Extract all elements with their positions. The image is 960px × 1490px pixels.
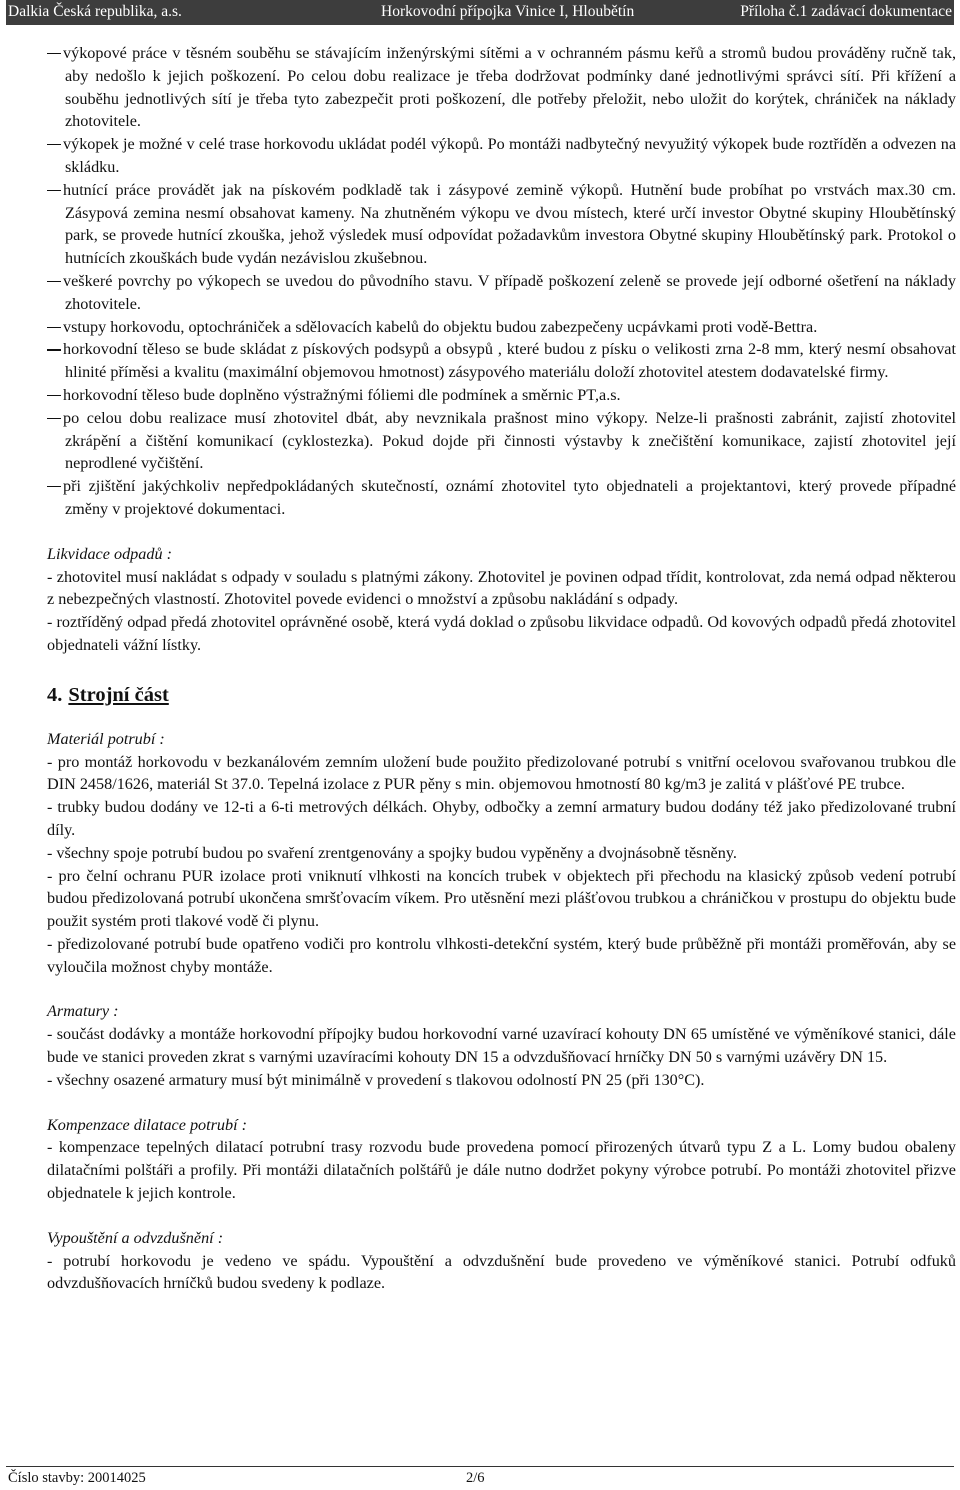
- fittings-line: - všechny osazené armatury musí být minimálně v provedení s tlakovou odolností PN 25 (při 130°C).: [47, 1070, 705, 1089]
- material-section: [47, 728, 956, 979]
- venting-section: [47, 1227, 956, 1295]
- fittings-section: [47, 1000, 956, 1091]
- material-line: - předizolované potrubí bude opatřeno vodiči pro kontrolu vlhkosti-detekční systém, který bude průběžně při montáži proměřován, aby se vyloučila možnost chyby montáže.: [47, 934, 956, 976]
- page-header: [6, 0, 954, 25]
- list-item: při zjištění jakýchkoliv nepředpokládaných skutečností, oznámí zhotovitel tyto objednateli a projektantovi, který provede případné změny v projektové dokumentaci.: [63, 477, 956, 518]
- header-project-title: Horkovodní přípojka Vinice I, Hloubětín: [381, 3, 635, 20]
- list-item: horkovodní těleso se bude skládat z pískových podsypů a obsypů , které budou z písku o velikosti zrna 2-8 mm, který nesmí obsahovat hlinité příměsi a kvalitu (maximální objemovou hmotnost) zásypového materiálu doloží zhotovitel atestem dodavatelské firmy.: [63, 340, 956, 382]
- list-item: hutnící práce provádět jak na pískovém podkladě tak i zásypové zemině výkopů. Hutnění bude probíhat po vrstvách max.30 cm. Zásypová zemina nesmí obsahovat kameny. Na zhutněném výkopu ve dvou místech, které určí investor Obytné skupiny Hloubětínský park, se provede hutnící zkouška, jehož výsledek musí odpovídat požadavkům investora Obytné skupiny Hloubětínský park. Protokol o hutnících zkouškách bude vydán nezávislou zkušebnou.: [63, 180, 956, 268]
- compensation-section: [47, 1114, 956, 1205]
- section-title: [47, 681, 956, 709]
- material-line: - pro čelní ochranu PUR izolace proti vniknutí vlhkosti na koncích trubek v objektech při přechodu na klasický způsob vedení potrubí budou předizolovaná potrubí ukončena smršťovacím víkem. Pro utěsnění mezi plášťovou trubkou a chráničkou v prostupu do objektu bude použit systém proti tlakové vodě či plynu.: [47, 866, 956, 931]
- list-item: výkopové práce v těsném souběhu se stávajícím inženýrskými sítěmi a v ochranném pásmu keřů a stromů budou prováděny ručně tak, aby nedošlo k jejich poškození. Po celou dobu realizace je třeba dodržovat podmínky dané jednotlivými správci sítí. Při křížení a souběhu jednotlivých sítí je třeba tyto zabezpečit proti poškození, dle potřeby přeložit, nebo uložit do korýtek, chrániček na náklady zhotovitele.: [63, 44, 956, 131]
- material-line: - všechny spoje potrubí budou po svaření zrentgenovány a spojky budou vypěněny a dvojnásobně těsněny.: [47, 843, 737, 862]
- intro-list: [47, 42, 956, 521]
- footer-divider: [6, 1466, 954, 1467]
- waste-heading: Likvidace odpadů :: [47, 544, 172, 563]
- footer-building-number: Číslo stavby: 20014025: [8, 1470, 146, 1486]
- material-line: - pro montáž horkovodu v bezkanálovém zemním uložení bude použito předizolované potrubí s vnitřní ocelovou svařovanou trubkou dle DIN 2458/1626, materiál St 37.0. Tepelná izolace z PUR pěny s min. objemovou hmotností 80 kg/m3 je zalitá v plášťové PE trubce.: [47, 752, 956, 794]
- footer-page-number: 2/6: [466, 1470, 485, 1486]
- document-body: [47, 42, 956, 1295]
- list-item: horkovodní těleso bude doplněno výstražnými fóliemi dle podmínek a směrnic PT,a.s.: [63, 385, 621, 404]
- venting-heading: Vypouštění a odvzdušnění :: [47, 1228, 224, 1247]
- list-item: veškeré povrchy po výkopech se uvedou do původního stavu. V případě poškození zeleně se provede její odborné ošetření na náklady zhotovitele.: [63, 271, 956, 313]
- section-number: 4.: [47, 683, 63, 706]
- waste-line: - roztříděný odpad předá zhotovitel oprávněné osobě, která vydá doklad o způsobu likvidace odpadů. Od kovových odpadů předá zhotovitel objednateli vážní lístky.: [47, 613, 956, 654]
- header-attachment: Příloha č.1 zadávací dokumentace: [740, 3, 952, 20]
- compensation-heading: Kompenzace dilatace potrubí :: [47, 1115, 248, 1134]
- list-item: výkopek je možné v celé trase horkovodu ukládat podél výkopů. Po montáži nadbytečný nevyužitý výkopek bude roztříděn a odvezen na skládku.: [63, 135, 956, 176]
- header-company: Dalkia Česká republika, a.s.: [8, 3, 182, 20]
- list-item: vstupy horkovodu, optochrániček a sdělovacích kabelů do objektu budou zabezpečeny ucpávkami proti vodě-Bettra.: [63, 317, 818, 336]
- compensation-line: - kompenzace tepelných dilatací potrubní trasy rozvodu bude provedena pomocí přirozených útvarů typu Z a L. Lomy budou obaleny dilatačními polštáři a profily. Při montáži dilatačních polštářů je dále nutno dodržet pokyny výrobce potrubí. Po montáži zhotovitel přizve objednatele k jejich kontrole.: [47, 1138, 956, 1203]
- fittings-line: - součást dodávky a montáže horkovodní přípojky budou horkovodní varné uzavírací kohouty DN 65 umístěné ve výměníkové stanici, dále bude ve stanici proveden zkrat s varnými uzavíracími kohouty DN 15 a odvzdušňovací hrníčky DN 50 s varnými uzávěry DN 15.: [47, 1025, 956, 1067]
- venting-line: - potrubí horkovodu je vedeno ve spádu. Vypouštění a odvzdušnění bude provedeno ve výměníkové stanici. Potrubí odfuků odvzdušňovacích hrníčků budou svedeny k podlaze.: [47, 1251, 956, 1293]
- list-item: po celou dobu realizace musí zhotovitel dbát, aby nevznikala prašnost mino výkopy. Nelze-li prašnosti zabránit, zajistí zhotovitel zkrápění a čištění komunikací (cyklostezka). Pokud dojde při činnosti výstavby k znečištění komunikace, zajistí zhotovitel její neprodlené vyčištění.: [63, 408, 956, 473]
- fittings-heading: Armatury :: [47, 1002, 119, 1021]
- waste-line: - zhotovitel musí nakládat s odpady v souladu s platnými zákony. Zhotovitel je povinen odpad třídit, kontrolovat, zda nemá odpad některou z nebezpečných vlastností. Zhotovitel povede evidenci o množství a způsobu nakládání s odpady.: [47, 567, 956, 609]
- section-name: Strojní část: [68, 683, 169, 706]
- waste-section: [47, 543, 956, 657]
- material-line: - trubky budou dodány ve 12-ti a 6-ti metrových délkách. Ohyby, odbočky a zemní armatury budou dodány též jako předizolované trubní díly.: [47, 798, 956, 839]
- material-heading: Materiál potrubí :: [47, 729, 165, 748]
